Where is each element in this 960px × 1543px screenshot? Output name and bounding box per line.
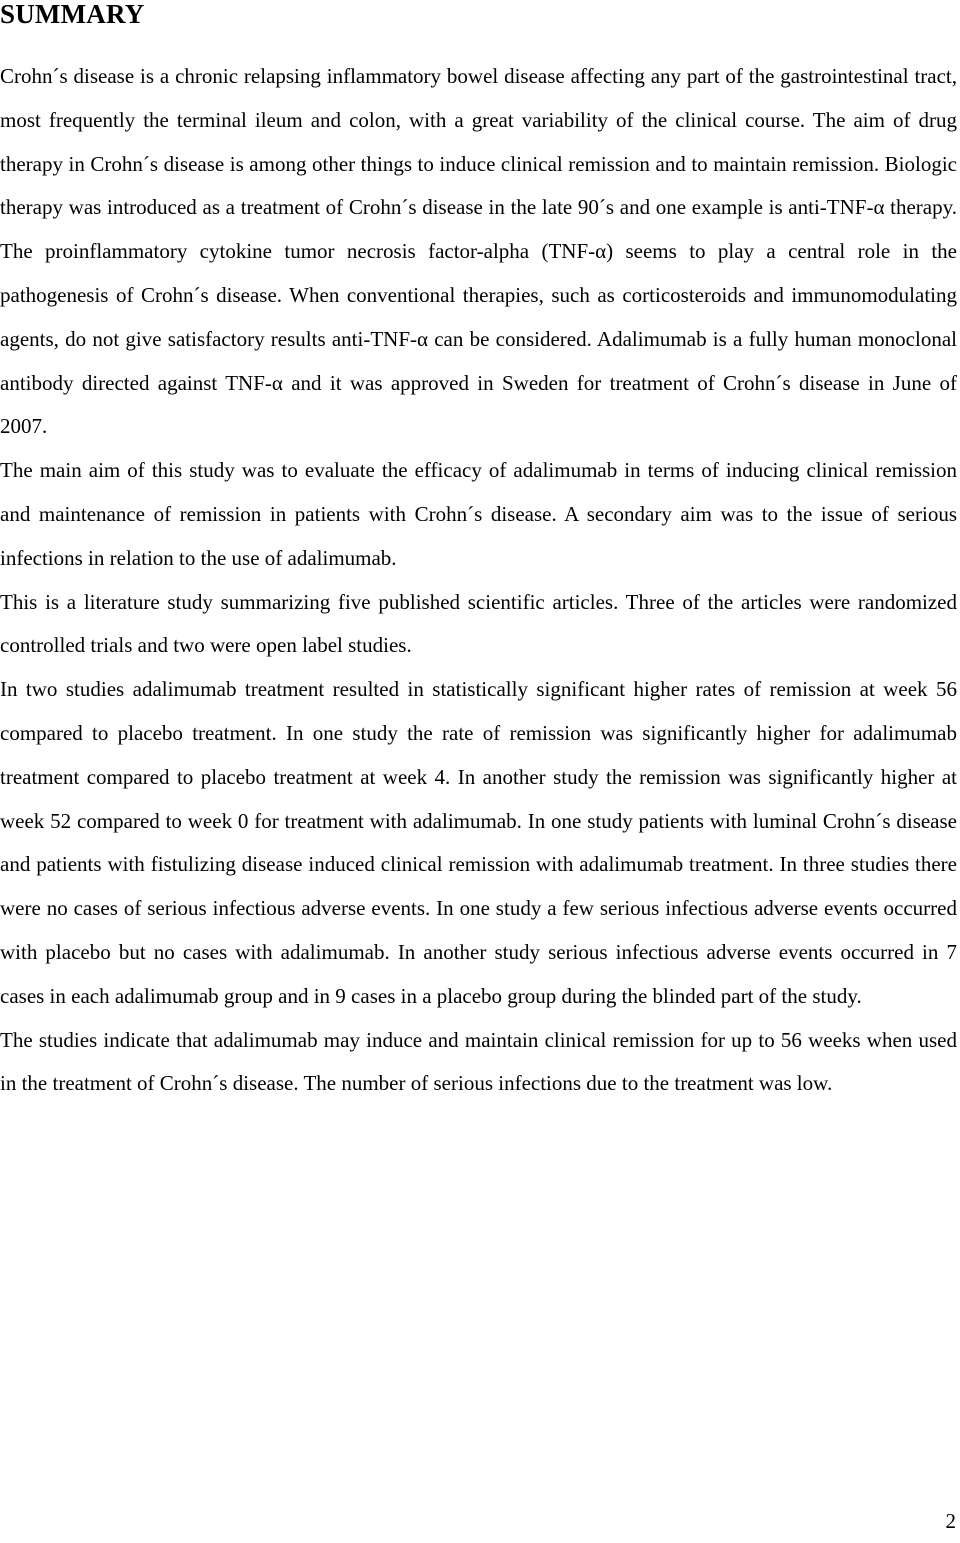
page-number: 2 xyxy=(945,1509,956,1533)
paragraph-results: In two studies adalimumab treatment resulted in statistically significant higher rates of remission at week 56 compared to placebo treatment. In one study the rate of remission was significantly higher for adalimumab treatment compared to placebo treatment at week 4. In another study the remission was significantly higher at week 52 compared to week 0 for treatment with adalimumab. In one study patients with luminal Crohn´s disease and patients with fistulizing disease induced clinical remission with adalimumab treatment. In three studies there were no cases of serious infectious adverse events. In one study a few serious infectious adverse events occurred with placebo but no cases with adalimumab. In another study serious infectious adverse events occurred in 7 cases in each adalimumab group and in 9 cases in a placebo group during the blinded part of the study. xyxy=(0,677,957,1008)
section-heading: SUMMARY xyxy=(0,0,145,29)
paragraph-method: This is a literature study summarizing five published scientific articles. Three of the articles were randomized controlled trials and two were open label studies. xyxy=(0,589,957,658)
paragraph-conclusion: The studies indicate that adalimumab may induce and maintain clinical remission for up to 56 weeks when used in the treatment of Crohn´s disease. The number of serious infections due to the treatment was low. xyxy=(0,1027,957,1096)
paragraph-background: Crohn´s disease is a chronic relapsing inflammatory bowel disease affecting any part of the gastrointestinal tract, most frequently the terminal ileum and colon, with a great variability of the clinical course. The aim of drug therapy in Crohn´s disease is among other things to induce clinical remission and to maintain remission. Biologic therapy was introduced as a treatment of Crohn´s disease in the late 90´s and one example is anti-TNF-α therapy. The proinflammatory cytokine tumor necrosis factor-alpha (TNF-α) seems to play a central role in the pathogenesis of Crohn´s disease. When conventional therapies, such as corticosteroids and immunomodulating agents, do not give satisfactory results anti-TNF-α can be considered. Adalimumab is a fully human monoclonal antibody directed against TNF-α and it was approved in Sweden for treatment of Crohn´s disease in June of 2007. xyxy=(0,64,957,439)
paragraph-aim: The main aim of this study was to evaluate the efficacy of adalimumab in terms of inducing clinical remission and maintenance of remission in patients with Crohn´s disease. A secondary aim was to the issue of serious infections in relation to the use of adalimumab. xyxy=(0,458,957,570)
summary-body xyxy=(0,55,957,1106)
